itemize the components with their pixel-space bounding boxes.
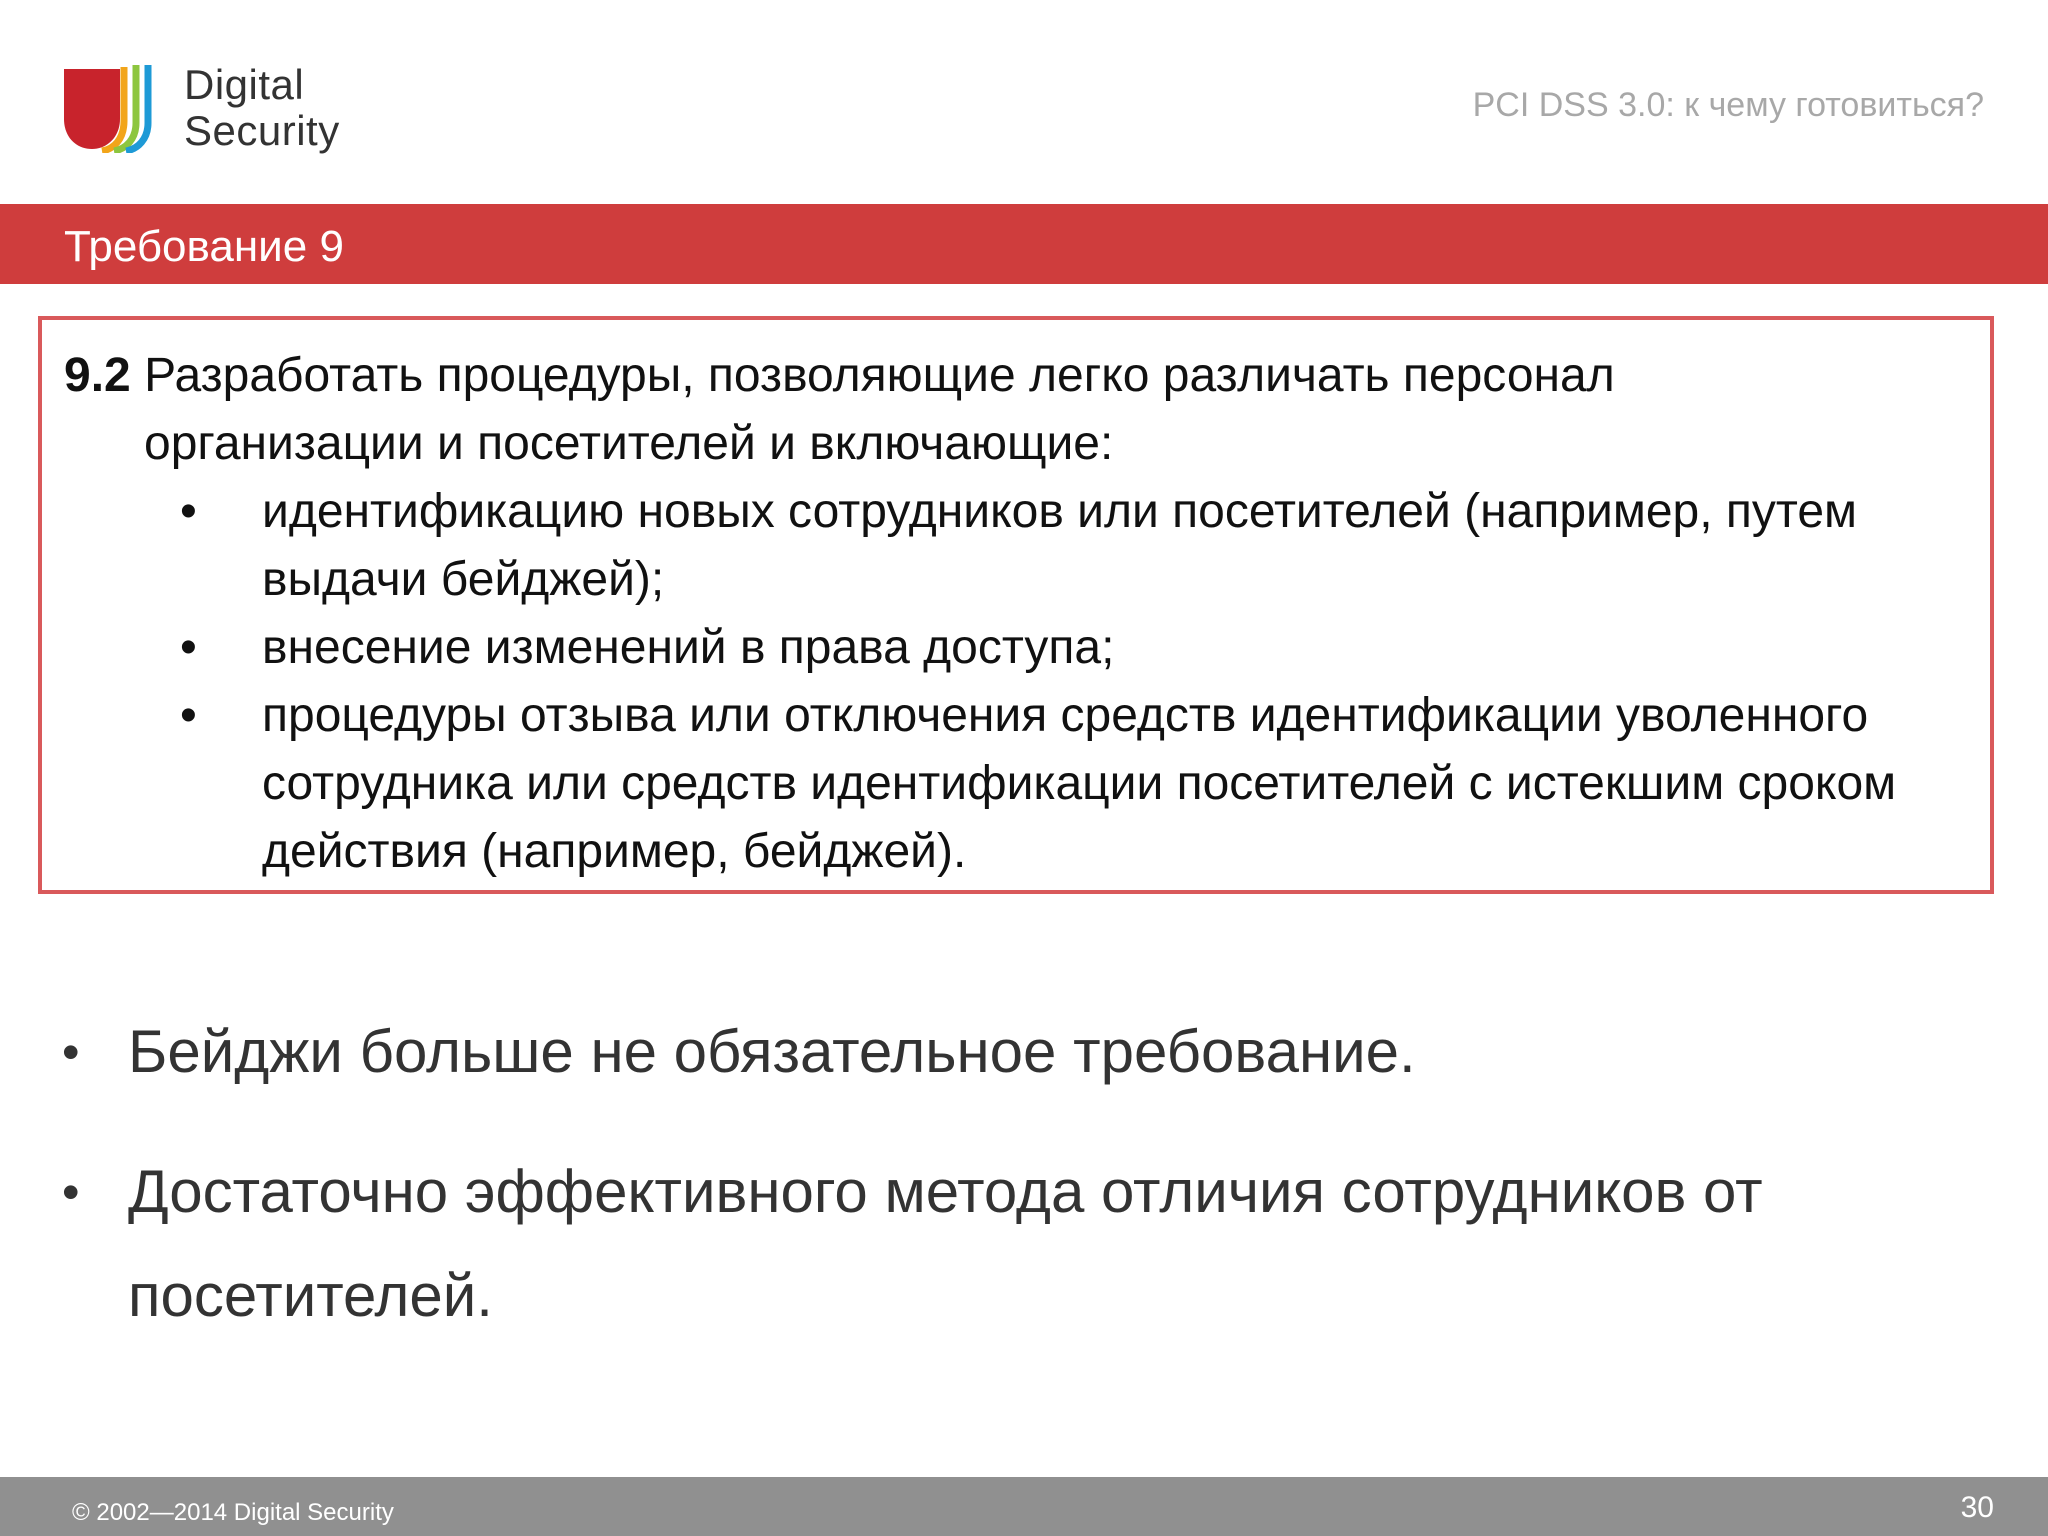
logo-wordmark	[184, 62, 340, 154]
requirement-box	[38, 316, 1994, 894]
requirement-bullet-item	[142, 478, 1982, 614]
requirement-bullet-text: процедуры отзыва или отключения средств идентификации уволенного сотрудника или средств идентификации посетителей с истекшим сроком действия (например, бейджей).	[262, 689, 1897, 878]
bullet-icon: •	[62, 1164, 80, 1220]
presentation-title: PCI DSS 3.0: к чему готовиться?	[1472, 86, 1984, 124]
section-title: Требование 9	[64, 222, 344, 271]
footer-bar	[0, 1477, 2048, 1536]
bullet-icon: •	[180, 689, 197, 742]
footer-copyright: © 2002—2014 Digital Security	[72, 1499, 394, 1526]
requirement-bullet-list	[142, 478, 1982, 886]
main-point-item	[62, 1140, 1982, 1348]
logo-line-1: Digital	[184, 61, 305, 108]
bullet-icon: •	[62, 1024, 80, 1080]
main-points-list	[62, 1000, 1982, 1348]
requirement-bullet-text: внесение изменений в права доступа;	[262, 621, 1115, 674]
section-bar	[0, 204, 2048, 284]
requirement-bullet-text: идентификацию новых сотрудников или посетителей (например, путем выдачи бейджей);	[262, 485, 1858, 606]
page-number: 30	[1960, 1491, 1994, 1524]
bullet-icon: •	[180, 485, 197, 538]
requirement-number: 9.2	[64, 349, 131, 402]
main-point-text: Бейджи больше не обязательное требование.	[128, 1018, 1416, 1085]
main-point-item	[62, 1000, 1982, 1104]
requirement-text-continued: организации и посетителей и включающие:	[144, 417, 1114, 470]
requirement-bullet-item	[142, 614, 1982, 682]
requirement-paragraph	[64, 342, 1964, 478]
company-logo	[62, 58, 352, 158]
main-point-text: Достаточно эффективного метода отличия сотрудников от посетителей.	[128, 1158, 1763, 1329]
requirement-text-first: Разработать процедуры, позволяющие легко различать персонал	[130, 349, 1615, 402]
bullet-icon: •	[180, 621, 197, 674]
requirement-bullet-item	[142, 682, 1982, 886]
digital-security-logo-icon	[62, 63, 168, 153]
logo-line-2: Security	[184, 107, 340, 154]
